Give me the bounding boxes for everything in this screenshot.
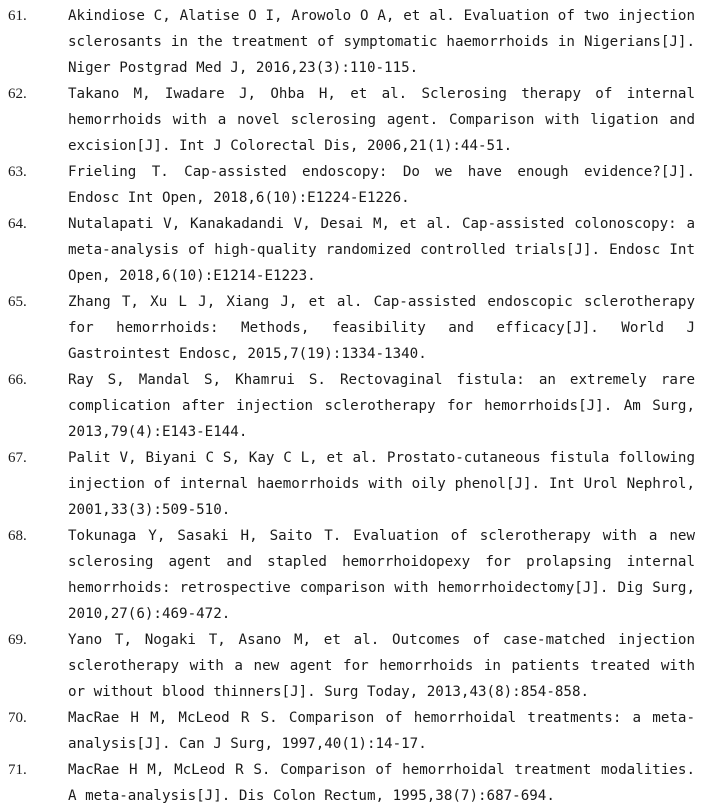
- reference-text: Ray S, Mandal S, Khamrui S. Rectovaginal fistula: an extremely rare complication after injection sclerotherapy for hemorrhoids[J]. Am Surg, 2013,79(4):E143-E144.: [68, 372, 695, 440]
- reference-text: Frieling T. Cap-assisted endoscopy: Do we have enough evidence?[J]. Endosc Int Open, 2018,6(10):E1224-E1226.: [68, 164, 695, 206]
- reference-text: Takano M, Iwadare J, Ohba H, et al. Sclerosing therapy of internal hemorrhoids with a novel sclerosing agent. Comparison with ligation and excision[J]. Int J Colorectal Dis, 2006,21(1):44-51.: [68, 86, 695, 154]
- reference-text: MacRae H M, McLeod R S. Comparison of hemorrhoidal treatment modalities. A meta-analysis[J]. Dis Colon Rectum, 1995,38(7):687-694.: [68, 762, 695, 804]
- reference-item: [8, 627, 695, 705]
- reference-number: 64.: [8, 216, 27, 232]
- reference-item: [8, 523, 695, 627]
- reference-item: [8, 367, 695, 445]
- reference-number: 65.: [8, 294, 27, 310]
- reference-item: [8, 757, 695, 809]
- reference-text: Zhang T, Xu L J, Xiang J, et al. Cap-assisted endoscopic sclerotherapy for hemorrhoids: Methods, feasibility and efficacy[J]. World J Gastrointest Endosc, 2015,7(19):1334-1340.: [68, 294, 695, 362]
- reference-number: 71.: [8, 762, 27, 778]
- reference-text: Yano T, Nogaki T, Asano M, et al. Outcomes of case-matched injection sclerotherapy with a new agent for hemorrhoids in patients treated with or without blood thinners[J]. Surg Today, 2013,43(8):854-858.: [68, 632, 695, 700]
- reference-item: [8, 705, 695, 757]
- reference-text: Nutalapati V, Kanakadandi V, Desai M, et al. Cap-assisted colonoscopy: a meta-analysis of high-quality randomized controlled trials[J]. Endosc Int Open, 2018,6(10):E1214-E1223.: [68, 216, 695, 284]
- reference-item: [8, 3, 695, 81]
- reference-item: [8, 211, 695, 289]
- reference-number: 66.: [8, 372, 27, 388]
- reference-number: 70.: [8, 710, 27, 726]
- reference-text: Akindiose C, Alatise O I, Arowolo O A, et al. Evaluation of two injection sclerosants in the treatment of symptomatic haemorrhoids in Nigerians[J]. Niger Postgrad Med J, 2016,23(3):110-115.: [68, 8, 695, 76]
- reference-number: 69.: [8, 632, 27, 648]
- reference-text: Tokunaga Y, Sasaki H, Saito T. Evaluation of sclerotherapy with a new sclerosing agent and stapled hemorrhoidopexy for prolapsing internal hemorrhoids: retrospective comparison with hemorrhoidectomy[J]. Dig Surg, 2010,27(6):469-472.: [68, 528, 695, 622]
- reference-number: 67.: [8, 450, 27, 466]
- reference-number: 61.: [8, 8, 27, 24]
- reference-item: [8, 81, 695, 159]
- reference-item: [8, 289, 695, 367]
- reference-text: Palit V, Biyani C S, Kay C L, et al. Prostato-cutaneous fistula following injection of internal haemorrhoids with oily phenol[J]. Int Urol Nephrol, 2001,33(3):509-510.: [68, 450, 695, 518]
- reference-item: [8, 159, 695, 211]
- reference-text: MacRae H M, McLeod R S. Comparison of hemorrhoidal treatments: a meta-analysis[J]. Can J Surg, 1997,40(1):14-17.: [68, 710, 695, 752]
- reference-number: 62.: [8, 86, 27, 102]
- reference-number: 63.: [8, 164, 27, 180]
- reference-item: [8, 445, 695, 523]
- reference-number: 68.: [8, 528, 27, 544]
